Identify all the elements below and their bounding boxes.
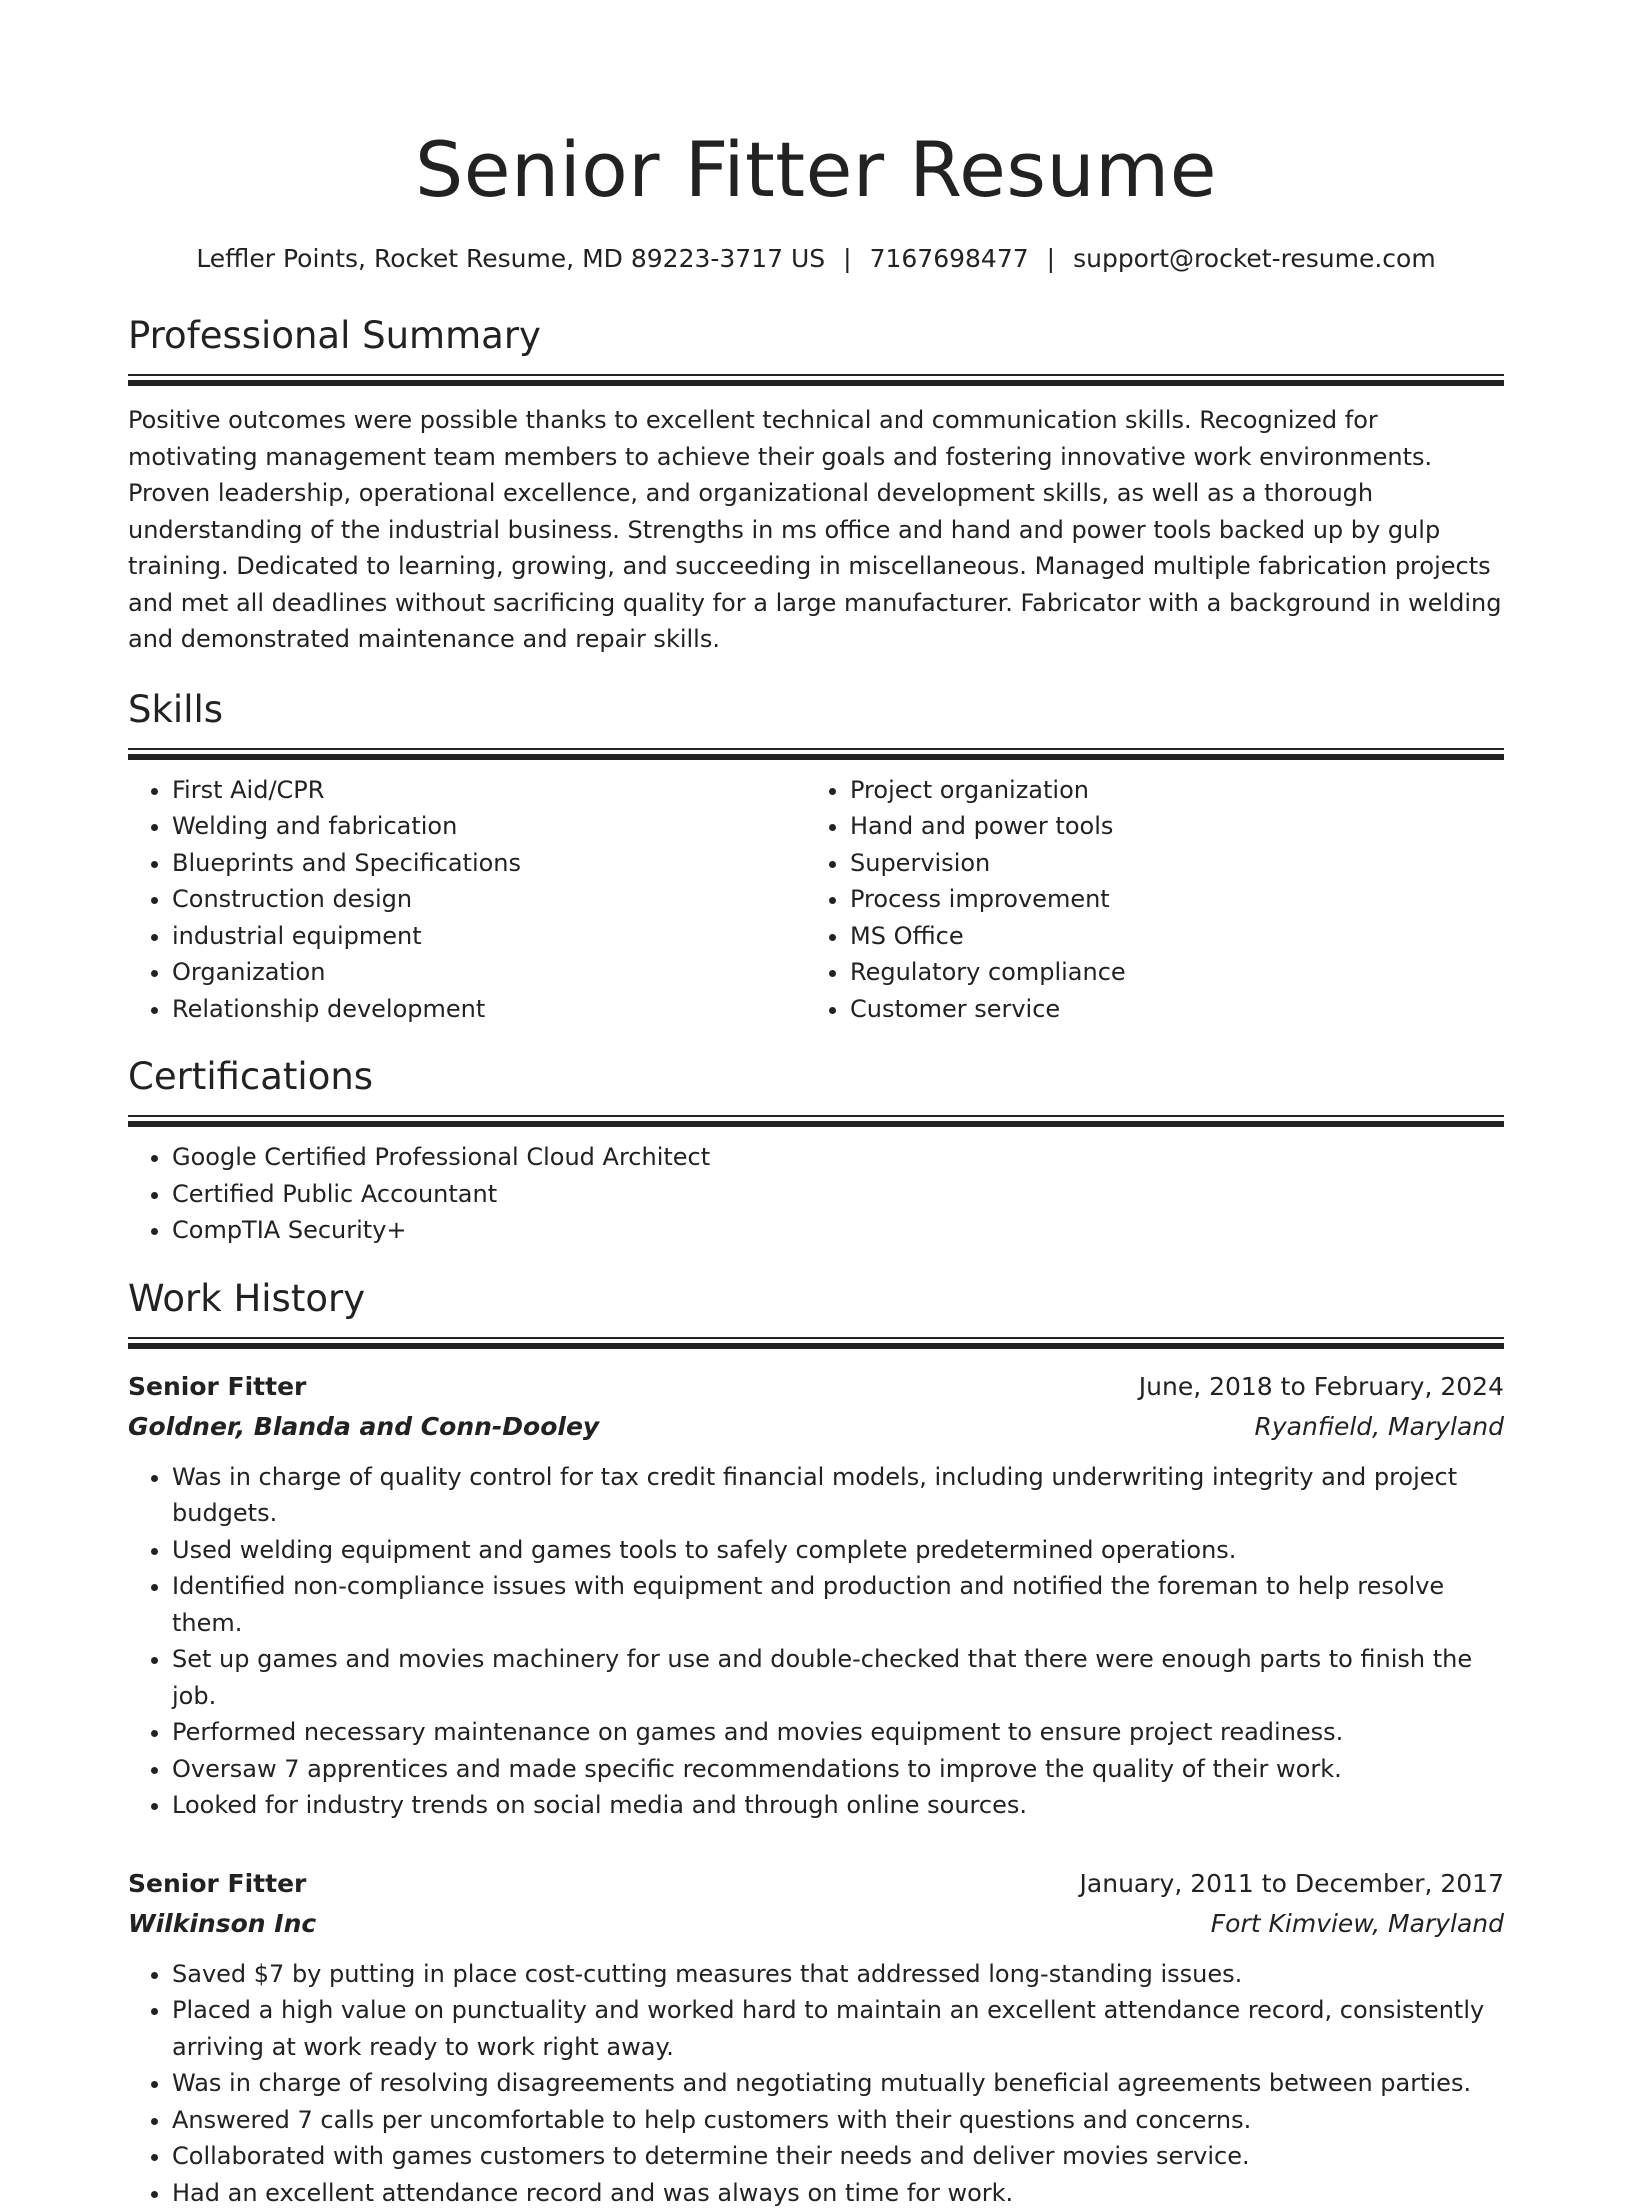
skill-item: • Construction design xyxy=(172,881,806,918)
skill-item: • Organization xyxy=(172,954,806,991)
certifications-section xyxy=(128,1053,1504,1249)
skill-item: • First Aid/CPR xyxy=(172,772,806,809)
skill-item: • Relationship development xyxy=(172,991,806,1028)
skill-item: • Blueprints and Specifications xyxy=(172,845,806,882)
contact-phone: 7167698477 xyxy=(870,244,1029,273)
job-bullet: • Had an excellent attendance record and was always on time for work. xyxy=(172,2175,1504,2211)
job-bullet: • Looked for industry trends on social media and through online sources. xyxy=(172,1787,1504,1824)
skills-section xyxy=(128,686,1504,1028)
job-bullet: • Performed necessary maintenance on games and movies equipment to ensure project readiness. xyxy=(172,1714,1504,1751)
skill-item: • MS Office xyxy=(850,918,1482,955)
job-company: Wilkinson Inc xyxy=(128,1904,316,1944)
resume-page xyxy=(128,0,1504,2211)
contact-separator: | xyxy=(843,244,851,273)
section-heading: Skills xyxy=(128,686,1504,734)
section-heading: Work History xyxy=(128,1275,1504,1323)
skill-item: • Process improvement xyxy=(850,881,1482,918)
job-bullets xyxy=(128,1956,1504,2211)
contact-separator: | xyxy=(1047,244,1055,273)
job-bullet: • Oversaw 7 apprentices and made specific recommendations to improve the quality of their work. xyxy=(172,1751,1504,1788)
skills-grid xyxy=(128,772,1504,1028)
job-bullet: • Used welding equipment and games tools to safely complete predetermined operations. xyxy=(172,1532,1504,1569)
job-title: Senior Fitter xyxy=(128,1367,306,1407)
job-dates: January, 2011 to December, 2017 xyxy=(1080,1864,1504,1904)
job-bullet: • Was in charge of resolving disagreements and negotiating mutually beneficial agreements between parties. xyxy=(172,2065,1504,2102)
section-divider xyxy=(128,1337,1504,1349)
job-bullet: • Identified non-compliance issues with equipment and production and notified the foreman to help resolve them. xyxy=(172,1568,1504,1641)
contact-address: Leffler Points, Rocket Resume, MD 89223-3717 US xyxy=(196,244,825,273)
skill-item: • Project organization xyxy=(850,772,1482,809)
skills-list-left xyxy=(128,772,806,1028)
job-company: Goldner, Blanda and Conn-Dooley xyxy=(128,1407,599,1447)
certification-item: • Certified Public Accountant xyxy=(172,1176,1504,1213)
job-bullet: • Placed a high value on punctuality and worked hard to maintain an excellent attendance record, consistently arriving at work ready to work right away. xyxy=(172,1992,1504,2065)
skill-item: • Hand and power tools xyxy=(850,808,1482,845)
section-divider xyxy=(128,1115,1504,1127)
job-subheader xyxy=(128,1407,1504,1447)
job-entry xyxy=(128,1367,1504,1824)
job-entry xyxy=(128,1864,1504,2211)
summary-section xyxy=(128,312,1504,658)
contact-line xyxy=(128,242,1504,276)
job-subheader xyxy=(128,1904,1504,1944)
section-heading: Certifications xyxy=(128,1053,1504,1101)
certification-item: • CompTIA Security+ xyxy=(172,1212,1504,1249)
section-divider xyxy=(128,374,1504,386)
job-dates: June, 2018 to February, 2024 xyxy=(1139,1367,1504,1407)
job-bullet: • Collaborated with games customers to determine their needs and deliver movies service. xyxy=(172,2138,1504,2175)
job-location: Ryanfield, Maryland xyxy=(1254,1407,1504,1447)
skill-item: • Regulatory compliance xyxy=(850,954,1482,991)
section-divider xyxy=(128,748,1504,760)
certification-item: • Google Certified Professional Cloud Architect xyxy=(172,1139,1504,1176)
job-title: Senior Fitter xyxy=(128,1864,306,1904)
job-bullet: • Was in charge of quality control for tax credit financial models, including underwriting integrity and project budgets. xyxy=(172,1459,1504,1532)
resume-title: Senior Fitter Resume xyxy=(128,120,1504,220)
certifications-list xyxy=(128,1139,1504,1249)
section-heading: Professional Summary xyxy=(128,312,1504,360)
skills-list-right xyxy=(806,772,1482,1028)
job-bullet: • Set up games and movies machinery for use and double-checked that there were enough parts to finish the job. xyxy=(172,1641,1504,1714)
job-header xyxy=(128,1864,1504,1904)
contact-email: support@rocket-resume.com xyxy=(1073,244,1436,273)
skill-item: • Supervision xyxy=(850,845,1482,882)
work-history-section xyxy=(128,1275,1504,2211)
skill-item: • Customer service xyxy=(850,991,1482,1028)
skill-item: • industrial equipment xyxy=(172,918,806,955)
job-bullet: • Saved $7 by putting in place cost-cutting measures that addressed long-standing issues. xyxy=(172,1956,1504,1993)
job-bullets xyxy=(128,1459,1504,1824)
job-location: Fort Kimview, Maryland xyxy=(1211,1904,1504,1944)
skill-item: • Welding and fabrication xyxy=(172,808,806,845)
job-bullet: • Answered 7 calls per uncomfortable to help customers with their questions and concerns. xyxy=(172,2102,1504,2139)
job-header xyxy=(128,1367,1504,1407)
summary-text: Positive outcomes were possible thanks to excellent technical and communication skills. Recognized for motivating management team members to achieve their goals and fostering innovative work environments. Proven leadership, operational excellence, and organizational development skills, as well as a thorough understanding of the industrial business. Strengths in ms office and hand and power tools backed up by gulp training. Dedicated to learning, growing, and succeeding in miscellaneous. Managed multiple fabrication projects and met all deadlines without sacrificing quality for a large manufacturer. Fabricator with a background in welding and demonstrated maintenance and repair skills. xyxy=(128,402,1504,658)
